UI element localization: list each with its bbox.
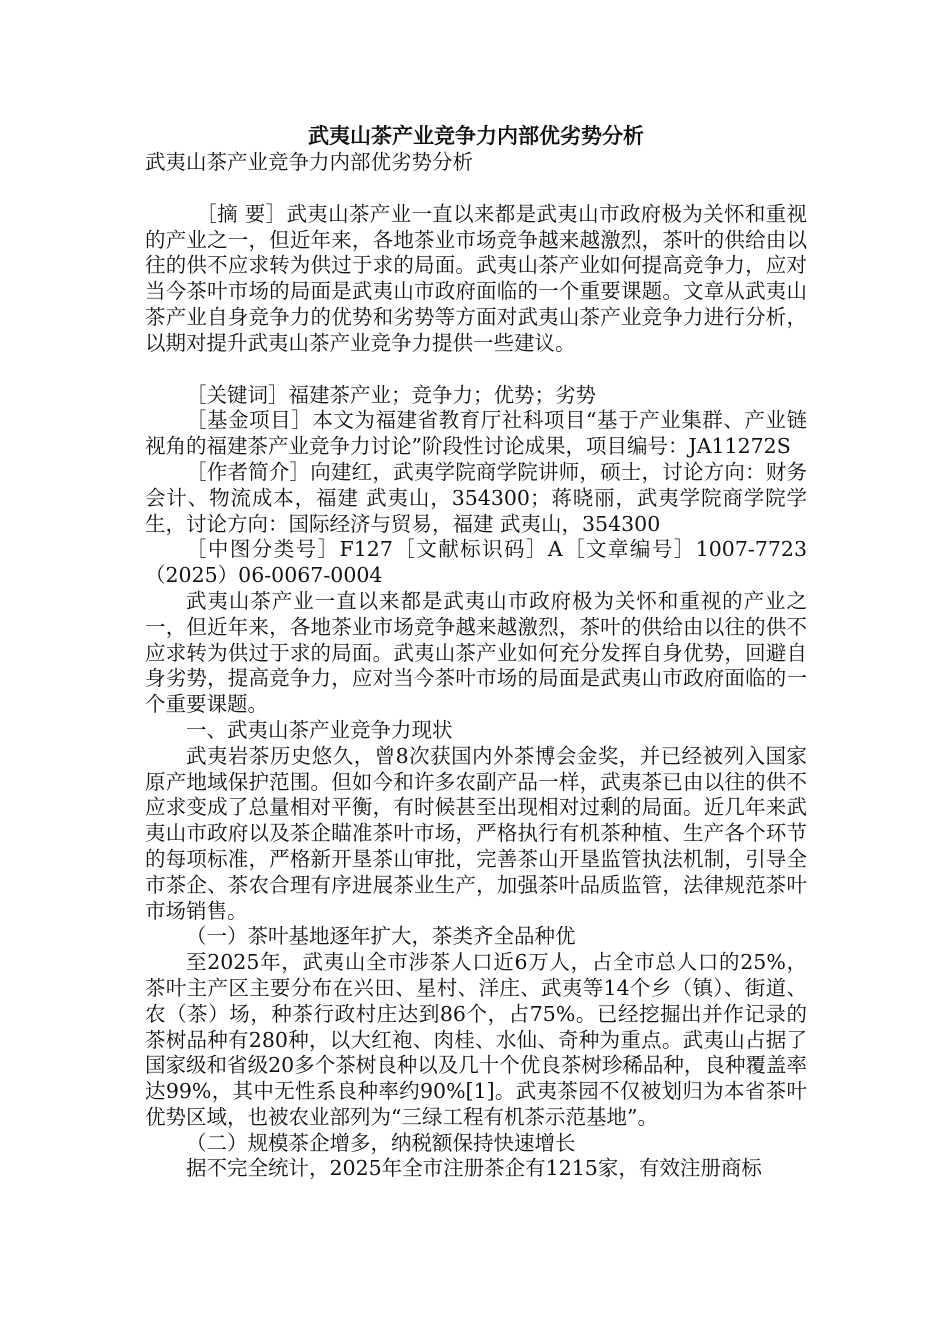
body-paragraph-history: 武夷岩茶历史悠久，曾8次获国内外茶博会金奖，并已经被列入国家原产地域保护范围。但如今和许多农副产品一样，武夷茶已由以往的供不应求变成了总量相对平衡，有时候甚至出现相对过剩的局面。近几年来武夷山市政府以及茶企瞄准茶叶市场，严格执行有机茶种植、生产各个环节的每项标准，严格新开垦茶山审批，完善茶山开垦监管执法机制，引导全市茶企、茶农合理有序进展茶业生产，加强茶叶品质监管，法律规范茶叶市场销售。 (145, 743, 807, 923)
section-gap (145, 357, 807, 383)
abstract-paragraph: ［摘 要］武夷山茶产业一直以来都是武夷山市政府极为关怀和重视的产业之一，但近年来，各地茶业市场竞争越来越激烈，茶叶的供给由以往的供不应求转为供过于求的局面。武夷山茶产业如何提高竞争力，应对当今茶叶市场的局面是武夷山市政府面临的一个重要课题。文章从武夷山茶产业自身竞争力的优势和劣势等方面对武夷山茶产业竞争力进行分析，以期对提升武夷山茶产业竞争力提供一些建议。 (145, 201, 807, 355)
subsection-heading-1: （一）茶叶基地逐年扩大，茶类齐全品种优 (186, 924, 576, 949)
section-heading-1: 一、武夷山茶产业竞争力现状 (186, 717, 453, 742)
document-page (145, 122, 807, 1182)
document-title: 武夷山茶产业竞争力内部优劣势分析 (308, 123, 644, 148)
body-paragraph-intro: 武夷山茶产业一直以来都是武夷山市政府极为关怀和重视的产业之一，但近年来，各地茶业市场竞争越来越激烈，茶叶的供给由以往的供不应求转为供过于求的局面。武夷山茶产业如何充分发挥自身优势，回避自身劣势，提高竞争力，应对当今茶叶市场的局面是武夷山市政府面临的一个重要课题。 (145, 588, 807, 717)
body-paragraph-base: 至2025年，武夷山全市涉茶人口近6万人，占全市总人口的25%，茶叶主产区主要分布在兴田、星村、洋庄、武夷等14个乡（镇）、街道、农（茶）场，种茶行政村庄达到86个，占75%。已经挖掘出并作记录的茶树品种有280种，以大红袍、肉桂、水仙、奇种为重点。武夷山占据了国家级和省级20多个茶树良种以及几十个优良茶树珍稀品种，良种覆盖率达99%，其中无性系良种率约90%[1]。武夷茶园不仅被划归为本省茶叶优势区域，也被农业部列为“三绿工程有机茶示范基地”。 (145, 950, 807, 1129)
author-line: ［作者简介］向建红，武夷学院商学院讲师，硕士，讨论方向：财务会计、物流成本，福建 武夷山，354300；蒋晓丽，武夷学院商学院学生，讨论方向：国际经济与贸易，福建 武夷山，354300 (145, 459, 807, 536)
classification-line: ［中图分类号］F127［文献标识码］A［文章编号］1007-7723（2025）06-0067-0004 (145, 537, 807, 588)
keywords-line: ［关键词］福建茶产业；竞争力；优势；劣势 (186, 382, 596, 407)
document-subtitle: 武夷山茶产业竞争力内部优劣势分析 (145, 150, 473, 174)
subsection-heading-2: （二）规模茶企增多，纳税额保持快速增长 (186, 1130, 576, 1155)
body-paragraph-enterprises: 据不完全统计，2025年全市注册茶企有1215家，有效注册商标 (186, 1156, 762, 1181)
fund-line: ［基金项目］本文为福建省教育厅社科项目“基于产业集群、产业链视角的福建茶产业竞争力讨论”阶段性讨论成果，项目编号：JA11272S (145, 408, 807, 459)
